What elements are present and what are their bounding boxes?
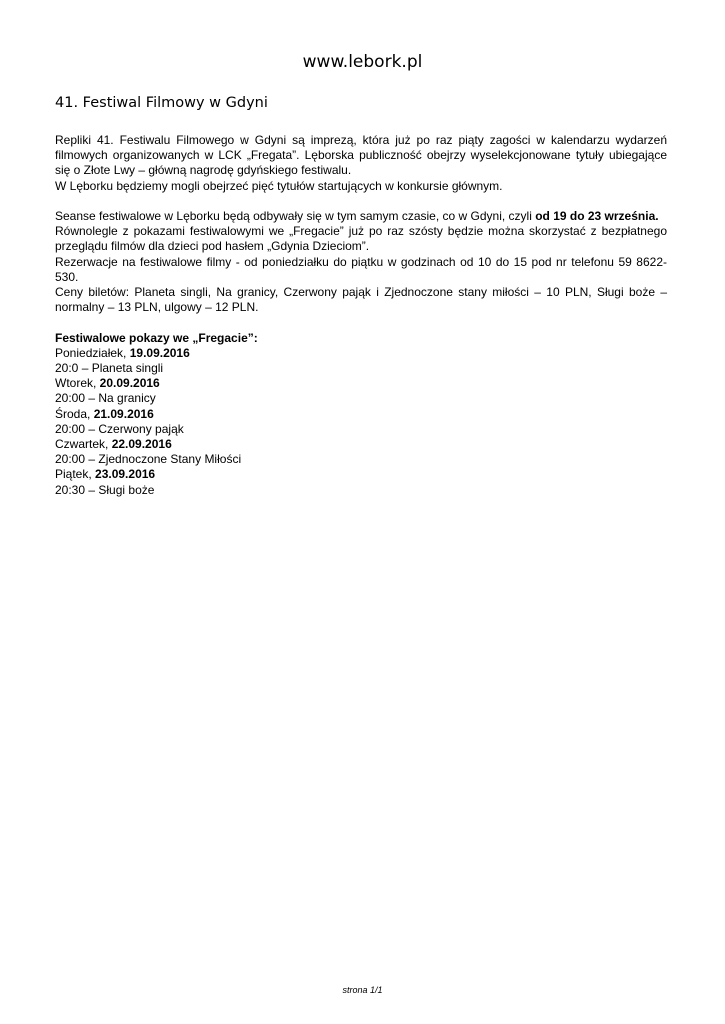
day-date: 20.09.2016 [99,376,160,391]
schedule-heading-text: Festiwalowe pokazy we „Fregacie”: [55,330,258,345]
parallel-paragraph: Równolegle z pokazami festiwalowymi we „Fregacie” już po raz szósty będzie można skorzystać z bezpłatnego przeglądu filmów dla dzieci pod hasłem „Gdynia Dzieciom”. [55,224,667,254]
prices-paragraph: Ceny biletów: Planeta singli, Na granicy, Czerwony pająk i Zjednoczone stany miłości – 10 PLN, Sługi boże – normalny – 13 PLN, ulgowy – 12 PLN. [55,285,667,315]
page-number: strona 1/1 [342,985,383,995]
site-header: www.lebork.pl [302,52,423,72]
schedule-day [55,376,667,391]
day-name: Poniedziałek, [55,345,130,360]
reservation-paragraph: Rezerwacje na festiwalowe filmy - od poniedziałku do piątku w godzinach od 10 do 15 pod nr telefonu 59 8622-530. [55,254,667,284]
day-name: Środa, [55,406,94,421]
day-name: Czwartek, [55,437,112,452]
day-name: Wtorek, [55,376,100,391]
day-date: 21.09.2016 [93,406,154,421]
schedule-day [55,346,667,361]
seanse-text: Seanse festiwalowe w Lęborku będą odbywały się w tym samym czasie, co w Gdyni, czyli [55,209,536,223]
schedule-screening: 20:30 – Sługi boże [55,482,155,497]
schedule-screening: 20:00 – Czerwony pająk [55,421,184,436]
schedule-heading [55,331,667,346]
schedule-day [55,437,667,452]
day-date: 19.09.2016 [129,345,190,360]
intro-paragraph-2: W Lęborku będziemy mogli obejrzeć pięć tytułów startujących w konkursie głównym. [55,178,503,193]
schedule-list [55,346,667,498]
day-date: 23.09.2016 [95,467,156,482]
schedule-day [55,467,667,482]
article-body [55,133,667,498]
day-date: 22.09.2016 [111,437,172,452]
spacer [55,315,667,330]
schedule-screening: 20:00 – Zjednoczone Stany Miłości [55,452,242,467]
seanse-dates: od 19 do 23 września. [535,209,659,223]
seanse-paragraph [55,209,667,224]
schedule-screening: 20:00 – Na granicy [55,391,156,406]
page-title: 41. Festiwal Filmowy w Gdyni [55,95,268,111]
day-name: Piątek, [55,467,96,482]
intro-paragraph: Repliki 41. Festiwalu Filmowego w Gdyni są imprezą, która już po raz piąty zagości w kalendarzu wydarzeń filmowych organizowanych w LCK „Fregata”. Lęborska publiczność obejrzy wyselekcjonowane tytuły ubiegające się o Złote Lwy – główną nagrodę gdyńskiego festiwalu. [55,133,667,178]
schedule-day [55,407,667,422]
schedule-screening: 20:0 – Planeta singli [55,361,164,376]
spacer [55,194,667,209]
